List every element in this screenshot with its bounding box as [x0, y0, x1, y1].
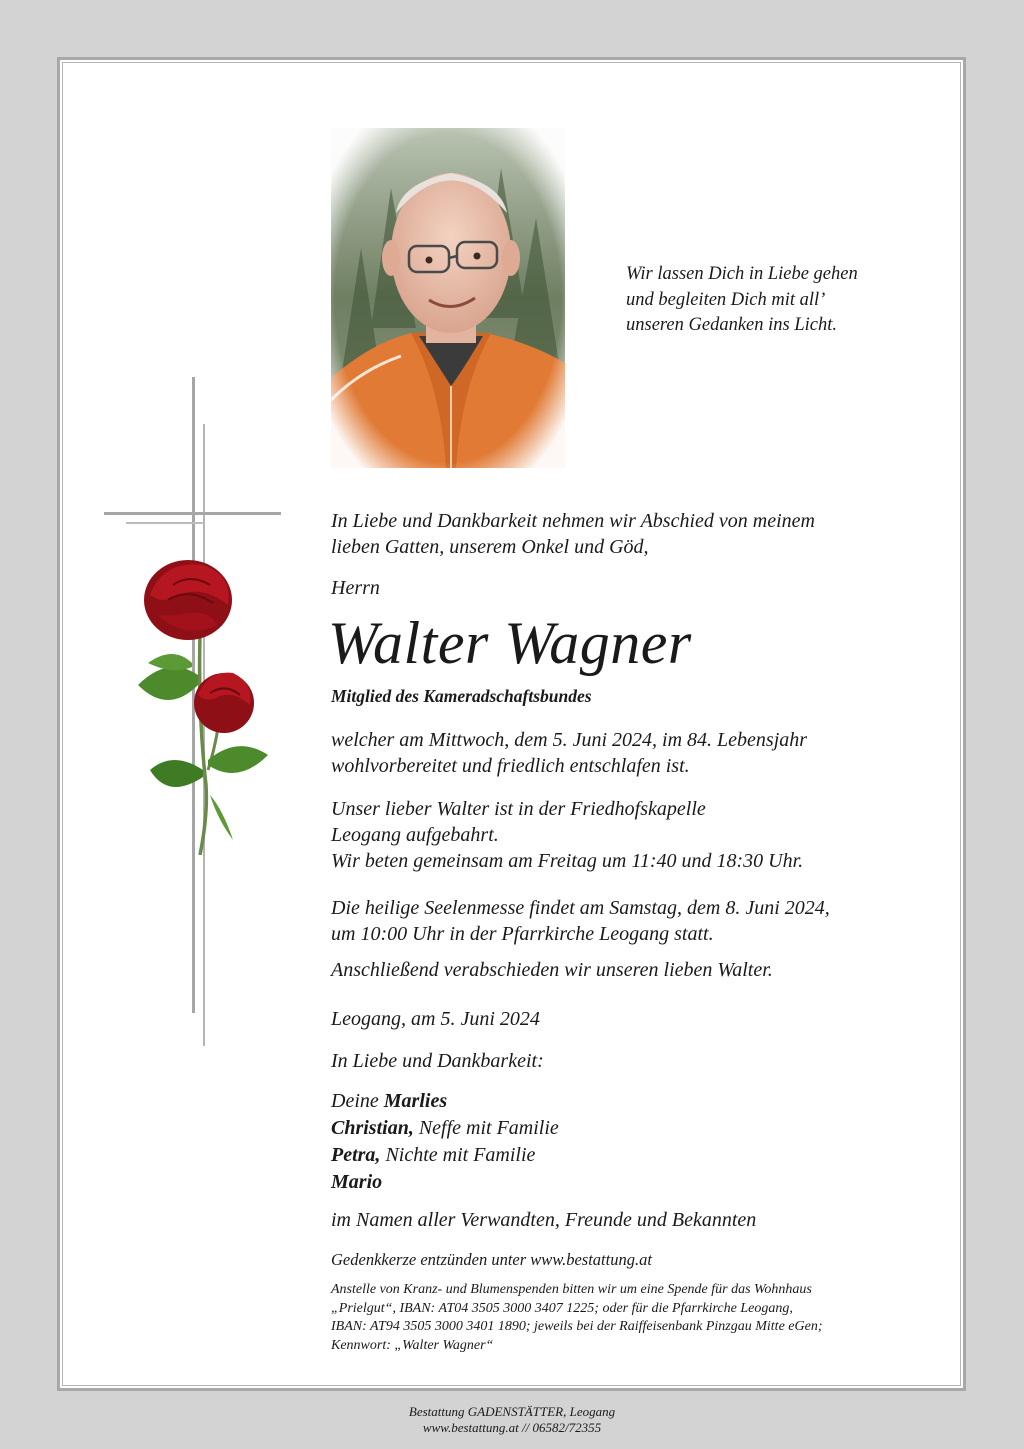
mourner-name: Christian,: [331, 1117, 414, 1139]
death-notice-line: welcher am Mittwoch, dem 5. Juni 2024, im 84. Lebensjahr: [331, 729, 808, 751]
mass-line: um 10:00 Uhr in der Pfarrkirche Leogang statt.: [331, 923, 714, 945]
mourner-entry: [331, 1088, 831, 1115]
funeral-home-footer: [0, 1404, 1024, 1436]
laid-out-line: Wir beten gemeinsam am Freitag um 11:40 und 18:30 Uhr.: [331, 850, 804, 872]
deceased-name: Walter Wagner: [328, 610, 692, 676]
intro-line: In Liebe und Dankbarkeit nehmen wir Abschied von meinem: [331, 510, 815, 532]
mourner-name: Petra,: [331, 1144, 381, 1166]
intro-line: lieben Gatten, unserem Onkel und Göd,: [331, 536, 649, 558]
death-notice-line: wohlvorbereitet und friedlich entschlafen ist.: [331, 755, 690, 777]
laid-out-line: Unser lieber Walter ist in der Friedhofskapelle: [331, 798, 706, 820]
mass-line: Die heilige Seelenmesse findet am Samstag, dem 8. Juni 2024,: [331, 897, 830, 919]
candle-note: Gedenkkerze entzünden unter www.bestattung.at: [331, 1250, 652, 1269]
memorial-quote: [626, 262, 926, 339]
on-behalf-line: im Namen aller Verwandten, Freunde und Bekannten: [331, 1209, 757, 1231]
death-notice: [331, 727, 911, 779]
mourner-entry: [331, 1142, 831, 1169]
donation-line: Anstelle von Kranz- und Blumenspenden bitten wir um eine Spende für das Wohnhaus: [331, 1282, 812, 1297]
place-date: Leogang, am 5. Juni 2024: [331, 1008, 540, 1030]
mourner-name: Marlies: [383, 1090, 448, 1112]
portrait-photo: [331, 128, 565, 468]
footer-company: Bestattung GADENSTÄTTER, Leogang: [408, 1404, 616, 1419]
thanks-line: In Liebe und Dankbarkeit:: [331, 1050, 544, 1072]
mourner-name: Mario: [331, 1171, 383, 1193]
cross-horizontal-bar: [104, 512, 281, 515]
laid-out-line: Leogang aufgebahrt.: [331, 824, 499, 846]
donation-note: [331, 1281, 911, 1355]
mass-paragraph: [331, 895, 931, 947]
footer-contact: www.bestattung.at // 06582/72355: [422, 1420, 602, 1435]
mourner-relation: Neffe mit Familie: [413, 1117, 559, 1139]
mourners-list: [331, 1088, 831, 1196]
quote-line: Wir lassen Dich in Liebe gehen: [626, 264, 858, 284]
mourner-entry: [331, 1115, 831, 1142]
donation-line: IBAN: AT94 3505 3000 3401 1890; jeweils bei der Raiffeisenbank Pinzgau Mitte eGen;: [331, 1319, 823, 1335]
cross-horizontal-shadow: [126, 522, 204, 524]
donation-line: „Prielgut“, IBAN: AT04 3505 3000 3407 1225; oder für die Pfarrkirche Leogang,: [331, 1300, 793, 1316]
salutation: Herrn: [331, 577, 380, 599]
mourner-entry: [331, 1169, 831, 1196]
mourner-relation: Nichte mit Familie: [380, 1144, 536, 1166]
donation-line: Kennwort: „Walter Wagner“: [331, 1337, 494, 1353]
intro-paragraph: [331, 508, 911, 560]
mourner-prefix: Deine: [331, 1090, 384, 1112]
red-roses-icon: [128, 555, 278, 855]
laid-out-paragraph: [331, 796, 911, 874]
quote-line: und begleiten Dich mit all’: [626, 289, 826, 310]
farewell-line: Anschließend verabschieden wir unseren lieben Walter.: [331, 959, 773, 981]
quote-line: unseren Gedanken ins Licht.: [626, 315, 837, 335]
membership-line: Mitglied des Kameradschaftsbundes: [331, 686, 592, 706]
